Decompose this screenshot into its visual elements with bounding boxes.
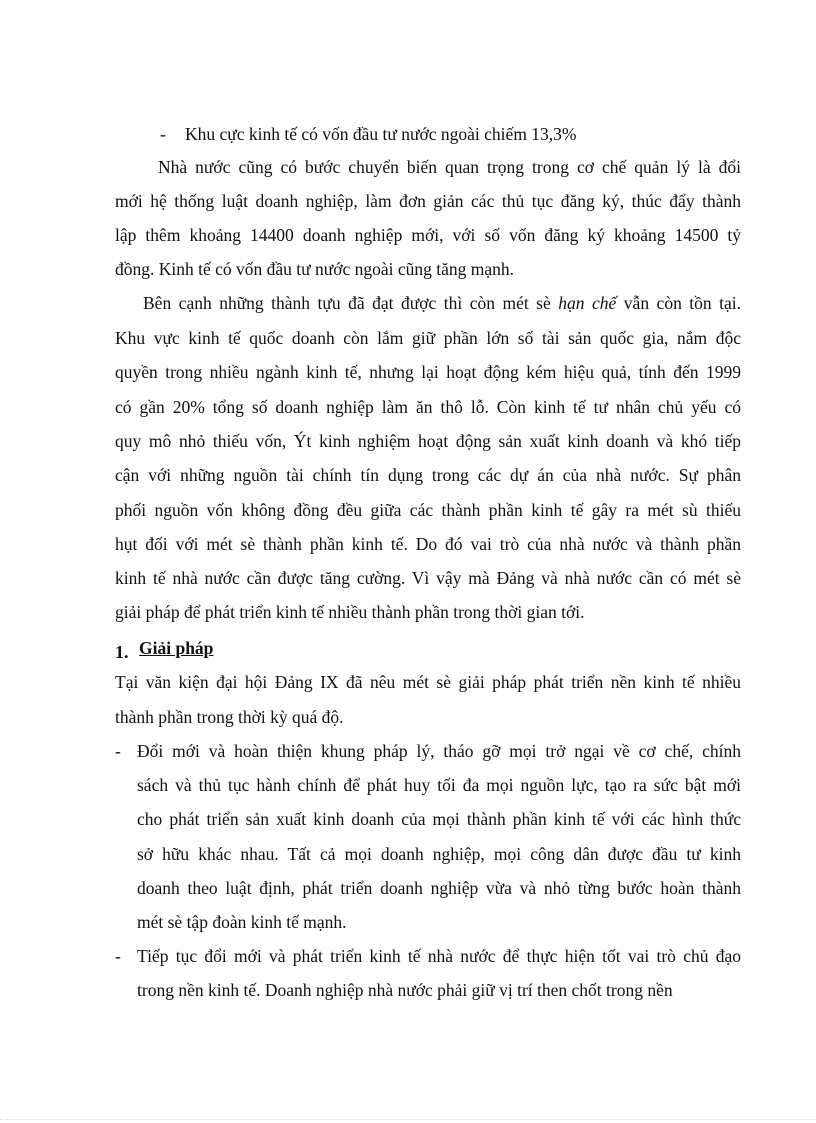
para2-line-4: có gần 20% tổng số doanh nghiệp làm ăn thô lỗ. Còn kinh tế tư nhân chủ yếu có — [115, 397, 741, 417]
intro-bullet-text: Khu cực kinh tế có vốn đầu tư nước ngoài chiếm 13,3% — [185, 124, 577, 144]
para1-line-2: mới hệ thống luật doanh nghiệp, làm đơn giản các thủ tục đăng ký, thúc đẩy thành — [115, 191, 741, 211]
para2-line-6: cận với những nguồn tài chính tín dụng trong các dự án của nhà nước. Sự phân — [115, 465, 741, 485]
para2-line-10: giải pháp để phát triển kinh tế nhiều thành phần trong thời gian tới. — [115, 602, 585, 622]
bullet1-line-1: Đổi mới và hoàn thiện khung pháp lý, tháo gỡ mọi trở ngại về cơ chế, chính — [137, 741, 741, 761]
bullet-dash: - — [115, 741, 121, 761]
para2-line-5: quy mô nhỏ thiếu vốn, Ýt kinh nghiệm hoạt động sản xuất kinh doanh và khó tiếp — [115, 431, 741, 451]
para3-line-2: thành phần trong thời kỳ quá độ. — [115, 707, 344, 727]
bullet-dash: - — [115, 946, 121, 966]
bullet1-line-3: cho phát triển sản xuất kinh doanh của mọi thành phần kinh tế với các hình thức — [137, 809, 741, 829]
bullet1-line-2: sách và thủ tục hành chính để phát huy tối đa mọi nguồn lực, tạo ra sức bật mới — [137, 775, 741, 795]
para1-line-1: Nhà nước cũng có bước chuyển biến quan trọng trong cơ chế quản lý là đổi — [158, 157, 741, 177]
para2-line-1-start: Bên cạnh những thành tựu đã đạt được thì còn mét sè — [143, 293, 551, 313]
section-number: 1. — [115, 642, 129, 662]
para2-line-1 — [143, 292, 741, 314]
para3-line-1: Tại văn kiện đại hội Đảng IX đã nêu mét sè giải pháp phát triển nền kinh tế nhiều — [115, 672, 741, 692]
para2-line-9: kinh tế nhà nước cần được tăng cường. Vì vậy mà Đảng và nhà nước cần có mét sè — [115, 568, 741, 588]
bullet1-line-6: mét sè tập đoàn kinh tế mạnh. — [137, 912, 347, 932]
para2-line-1-end: vẫn còn tồn tại. — [623, 293, 742, 313]
para2-line-2: Khu vực kinh tế quốc doanh còn lắm giữ phần lớn số tài sản quốc gia, nắm độc — [115, 328, 741, 348]
para2-italic-phrase: hạn chế — [558, 293, 617, 313]
para2-line-7: phối nguồn vốn không đồng đều giữa các thành phần kinh tế gây ra mét sù thiếu — [115, 500, 741, 520]
bullet1-line-5: doanh theo luật định, phát triển doanh nghiệp vừa và nhỏ từng bước hoàn thành — [137, 878, 741, 898]
para1-line-4: đồng. Kinh tế có vốn đầu tư nước ngoài cũng tăng mạnh. — [115, 259, 515, 279]
para1-line-3: lập thêm khoảng 14400 doanh nghiệp mới, với số vốn đăng ký khoảng 14500 tỷ — [115, 225, 741, 245]
section-title: Giải pháp — [139, 638, 214, 658]
page-bottom-border — [0, 1119, 816, 1120]
para2-line-8: hụt đối với mét sè thành phần kinh tế. Do đó vai trò của nhà nước và thành phần — [115, 534, 741, 554]
bullet-dash: - — [160, 124, 166, 144]
bullet2-line-2: trong nền kinh tế. Doanh nghiệp nhà nước phải giữ vị trí then chốt trong nền — [137, 980, 673, 1000]
bullet1-line-4: sở hữu khác nhau. Tất cả mọi doanh nghiệp, mọi công dân được đầu tư kinh — [137, 844, 741, 864]
bullet2-line-1: Tiếp tục đổi mới và phát triển kinh tế nhà nước để thực hiện tốt vai trò chủ đạo — [137, 946, 741, 966]
para2-line-3: quyền trong nhiều ngành kinh tế, nhưng lại hoạt động kém hiệu quả, tính đến 1999 — [115, 362, 741, 382]
